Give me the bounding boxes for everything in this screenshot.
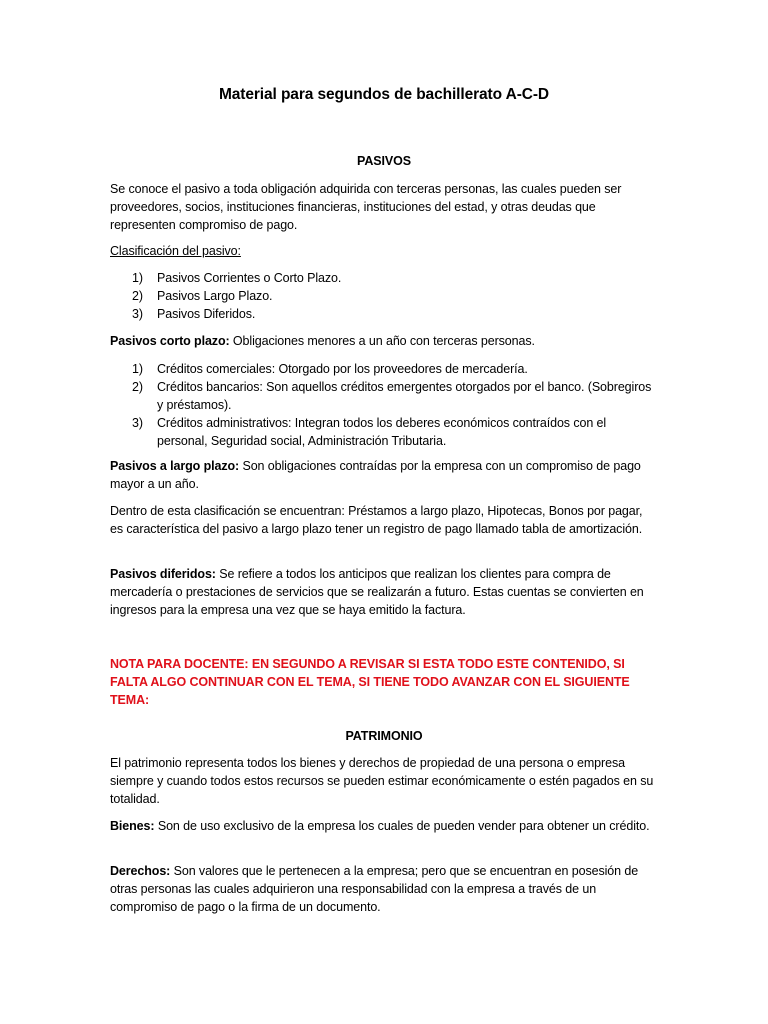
list-item	[110, 414, 658, 450]
paragraph-derechos	[110, 862, 658, 916]
list-number: 3)	[132, 307, 143, 321]
paragraph-pasivos-intro	[110, 180, 658, 234]
clasificacion-list	[110, 269, 658, 323]
clasificacion-label: Clasificación del pasivo:	[110, 244, 241, 258]
largo-plazo-text: Son obligaciones contraídas por la empresa con un compromiso de pago mayor a un año.	[110, 459, 641, 491]
paragraph-diferidos	[110, 565, 658, 619]
list-number: 2)	[132, 289, 143, 303]
section-heading-patrimonio: PATRIMONIO	[345, 729, 423, 743]
list-item-text: Pasivos Diferidos.	[157, 307, 256, 321]
list-item	[110, 305, 658, 323]
pasivos-intro-text: Se conoce el pasivo a toda obligación adquirida con terceras personas, las cuales pueden ser proveedores, socios, instituciones financieras, instituciones del estad, y otras deudas que representen compromiso de pago.	[110, 182, 622, 232]
list-item	[110, 360, 658, 378]
dentro-text: Dentro de esta clasificación se encuentran: Préstamos a largo plazo, Hipotecas, Bonos por pagar, es característica del pasivo a largo plazo tener un registro de pago llamado tabla de amortización.	[110, 504, 643, 536]
teacher-note	[110, 655, 658, 709]
paragraph-largo-plazo	[110, 457, 658, 493]
teacher-note-text: NOTA PARA DOCENTE: EN SEGUNDO A REVISAR SI ESTA TODO ESTE CONTENIDO, SI FALTA ALGO CONTINUAR CON EL TEMA, SI TIENE TODO AVANZAR CON EL SIGUIENTE TEMA:	[110, 657, 630, 707]
paragraph-bienes	[110, 817, 658, 835]
list-number: 2)	[132, 380, 143, 394]
list-item-text: Créditos comerciales: Otorgado por los proveedores de mercadería.	[157, 362, 528, 376]
corto-plazo-label: Pasivos corto plazo:	[110, 334, 230, 348]
list-number: 3)	[132, 416, 143, 430]
section-patrimonio	[110, 727, 658, 745]
list-item	[110, 378, 658, 414]
paragraph-patrimonio-intro	[110, 754, 658, 808]
list-number: 1)	[132, 362, 143, 376]
list-number: 1)	[132, 271, 143, 285]
diferidos-label: Pasivos diferidos:	[110, 567, 216, 581]
section-pasivos	[110, 152, 658, 170]
paragraph-corto-plazo	[110, 332, 658, 350]
corto-plazo-list	[110, 360, 658, 450]
bienes-text: Son de uso exclusivo de la empresa los cuales de pueden vender para obtener un crédito.	[154, 819, 650, 833]
diferidos-text: Se refiere a todos los anticipos que realizan los clientes para compra de mercadería o prestaciones de servicios que se realizarán a futuro. Estas cuentas se convierten en ingresos para la empresa una vez que se haya emitido la factura.	[110, 567, 644, 617]
list-item-text: Pasivos Corrientes o Corto Plazo.	[157, 271, 342, 285]
derechos-text: Son valores que le pertenecen a la empresa; pero que se encuentran en posesión de otras personas las cuales adquirieron una responsabilidad con la empresa a través de un compromiso de pago o la firma de un documento.	[110, 864, 639, 914]
clasificacion-heading	[110, 242, 658, 260]
list-item-text: Créditos bancarios: Son aquellos créditos emergentes otorgados por el banco. (Sobregiros y préstamos).	[157, 380, 652, 412]
document-title: Material para segundos de bachillerato A-C-D	[218, 86, 550, 103]
largo-plazo-label: Pasivos a largo plazo:	[110, 459, 240, 473]
list-item-text: Pasivos Largo Plazo.	[157, 289, 273, 303]
list-item	[110, 269, 658, 287]
corto-plazo-text: Obligaciones menores a un año con terceras personas.	[229, 334, 535, 348]
patrimonio-intro-text: El patrimonio representa todos los bienes y derechos de propiedad de una persona o empresa siempre y cuando todos estos recursos se pueden estimar económicamente o estén pagados en su totalidad.	[110, 756, 654, 806]
list-item	[110, 287, 658, 305]
section-heading-pasivos: PASIVOS	[357, 154, 411, 168]
derechos-label: Derechos:	[110, 864, 171, 878]
bienes-label: Bienes:	[110, 819, 155, 833]
paragraph-dentro-clasificacion	[110, 502, 658, 538]
list-item-text: Créditos administrativos: Integran todos los deberes económicos contraídos con el personal, Seguridad social, Administración Tributaria.	[157, 416, 607, 448]
